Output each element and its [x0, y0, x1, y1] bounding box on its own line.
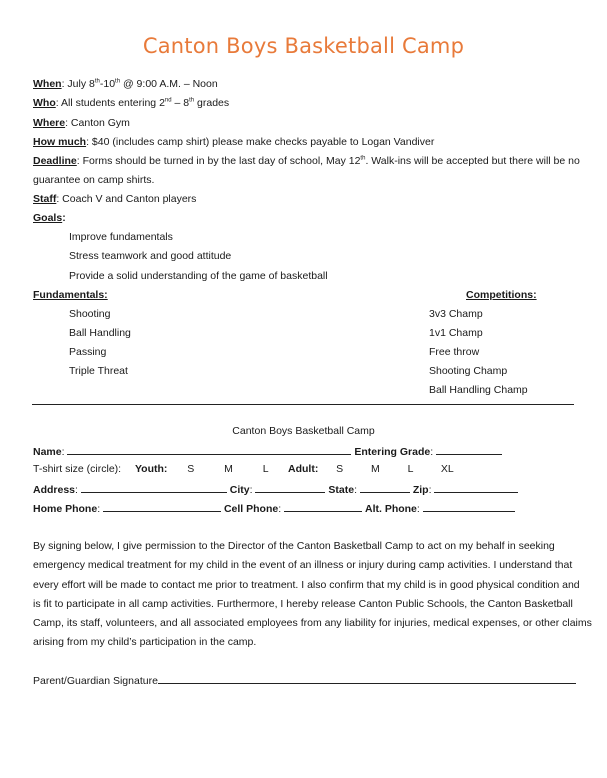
form-heading: Canton Boys Basketball Camp — [232, 425, 375, 437]
deadline-text: . Walk-ins will be accepted but there will be no — [365, 155, 580, 167]
signature-label: Parent/Guardian Signature — [33, 675, 158, 687]
who-text: grades — [194, 97, 230, 109]
consent-paragraph — [33, 537, 592, 653]
name-label: Name — [33, 446, 62, 458]
youth-label: Youth: — [134, 463, 168, 475]
consent-line: every effort will be made to contact me prior to treatment. I also confirm that my child is in good physical condition and — [33, 578, 580, 591]
goal-item: Stress teamwork and good attitude — [69, 250, 232, 262]
when-text: -10 — [99, 78, 116, 90]
alt-phone-field[interactable] — [423, 501, 515, 512]
consent-line: is fit to participate in all camp activities. Furthermore, I hereby release Canton Public Schools, the Canton Basketball — [33, 597, 573, 610]
fundamental-item: Ball Handling — [69, 327, 131, 339]
deadline-label: Deadline — [33, 155, 77, 167]
adult-label: Adult: — [288, 463, 319, 475]
who-line — [33, 97, 229, 109]
goal-item: Provide a solid understanding of the game of basketball — [69, 270, 328, 282]
entering-grade-label: Entering Grade — [354, 446, 431, 458]
who-text: – 8 — [171, 97, 190, 109]
fundamental-item: Shooting — [69, 308, 111, 320]
size-option[interactable]: M — [371, 463, 380, 475]
competition-item: 3v3 Champ — [429, 308, 483, 320]
state-field[interactable] — [360, 482, 410, 493]
name-field[interactable] — [67, 444, 351, 455]
address-field[interactable] — [81, 482, 227, 493]
who-sup: nd — [164, 97, 172, 104]
size-option[interactable]: L — [407, 463, 414, 475]
address-row: Address: City: State: Zip: — [33, 482, 518, 496]
how-much-text: : $40 (includes camp shirt) please make checks payable to Logan Vandiver — [86, 136, 435, 148]
when-line — [33, 78, 218, 90]
home-phone-label: Home Phone — [33, 503, 98, 515]
zip-field[interactable] — [434, 482, 518, 493]
page-title: Canton Boys Basketball Camp — [142, 34, 465, 58]
when-text: : July 8 — [61, 78, 95, 90]
where-line — [33, 117, 130, 129]
consent-line: emergency medical treatment for my child in the event of an illness or injury during camp activities. I understand that — [33, 559, 573, 572]
when-sup: th — [115, 78, 121, 85]
where-text: : Canton Gym — [65, 117, 130, 129]
address-label: Address — [33, 484, 76, 496]
competition-item: Shooting Champ — [429, 365, 508, 377]
signature-field[interactable] — [158, 673, 576, 684]
how-much-label: How much — [33, 136, 87, 148]
competition-item: 1v1 Champ — [429, 327, 483, 339]
goals-colon: : — [62, 212, 66, 224]
competitions-heading: Competitions: — [466, 289, 537, 301]
consent-line: arising from my child’s participation in the camp. — [33, 636, 257, 649]
goals-heading — [33, 212, 66, 224]
city-field[interactable] — [255, 482, 325, 493]
signature-row — [33, 673, 576, 687]
deadline-text: : Forms should be turned in by the last day of school, May 12 — [76, 155, 361, 167]
how-much-line — [33, 136, 434, 148]
staff-line — [33, 193, 196, 205]
goals-label: Goals — [33, 212, 63, 224]
competition-item: Ball Handling Champ — [429, 384, 528, 396]
entering-grade-field[interactable] — [436, 444, 502, 455]
consent-line: By signing below, I give permission to the Director of the Canton Basketball Camp to act on my behalf in seeking — [33, 540, 555, 552]
size-option[interactable]: S — [336, 463, 344, 475]
state-label: State — [328, 484, 355, 496]
fundamental-item: Triple Threat — [69, 365, 128, 377]
size-option[interactable]: XL — [440, 463, 454, 475]
deadline-sup: th — [360, 155, 366, 162]
when-text: @ 9:00 A.M. – Noon — [120, 78, 218, 90]
size-option[interactable]: M — [224, 463, 233, 475]
deadline-line-2: guarantee on camp shirts. — [33, 174, 155, 186]
name-row: Name: Entering Grade: — [33, 444, 502, 458]
fundamentals-heading: Fundamentals: — [33, 289, 108, 301]
divider — [32, 404, 574, 405]
alt-phone-label: Alt. Phone — [364, 503, 417, 515]
who-text: : All students entering 2 — [55, 97, 165, 109]
who-sup: th — [189, 97, 195, 104]
zip-label: Zip — [412, 484, 429, 496]
home-phone-field[interactable] — [103, 501, 221, 512]
goal-item: Improve fundamentals — [69, 231, 173, 243]
tshirt-row — [33, 463, 454, 475]
tshirt-label: T-shirt size (circle): — [33, 463, 122, 475]
deadline-line — [33, 155, 580, 167]
where-label: Where — [33, 117, 66, 129]
staff-label: Staff — [33, 193, 57, 205]
who-label: Who — [33, 97, 56, 109]
cell-phone-field[interactable] — [284, 501, 362, 512]
staff-text: : Coach V and Canton players — [56, 193, 197, 205]
when-label: When — [33, 78, 62, 90]
fundamental-item: Passing — [69, 346, 107, 358]
competition-item: Free throw — [429, 346, 480, 358]
size-option[interactable]: L — [262, 463, 269, 475]
size-option[interactable]: S — [187, 463, 195, 475]
cell-phone-label: Cell Phone — [223, 503, 279, 515]
when-sup: th — [94, 78, 100, 85]
city-label: City — [229, 484, 250, 496]
phone-row: Home Phone: Cell Phone: Alt. Phone: — [33, 501, 515, 515]
consent-line: Camp, its staff, volunteers, and all associated employees from any liability for injuries, medical expenses, or other claims — [33, 617, 592, 630]
